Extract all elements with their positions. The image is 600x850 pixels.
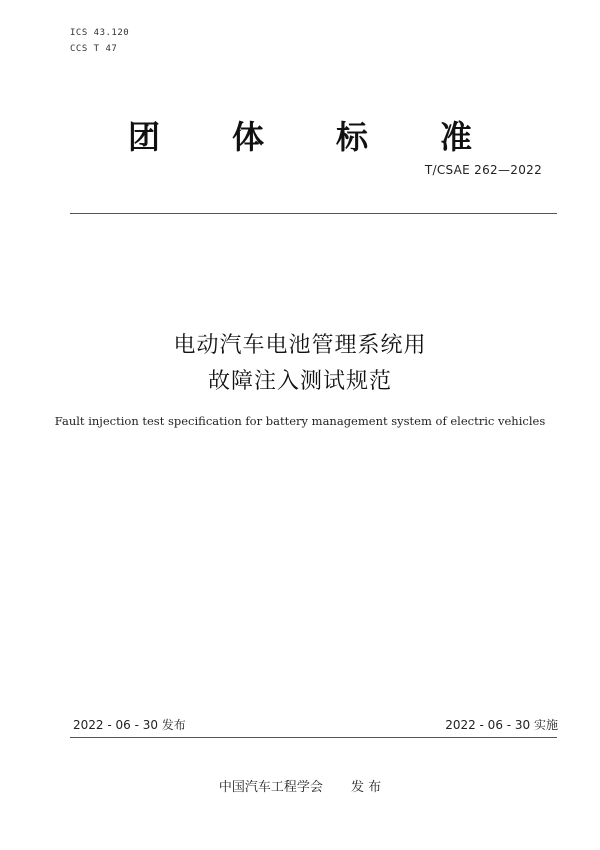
ccs-code: CCS T 47 (70, 44, 118, 54)
standard-type-heading (0, 112, 600, 158)
issue-date: 2022 - 06 - 30 发布 (73, 718, 186, 732)
standard-number: T/CSAE 262—2022 (424, 163, 542, 177)
standard-type-char-2: 体 (231, 118, 264, 156)
publisher-name: 中国汽车工程学会 (218, 780, 323, 795)
bottom-divider (70, 737, 557, 738)
title-chinese-line-1: 电动汽车电池管理系统用 (173, 333, 427, 358)
top-divider (70, 213, 557, 214)
standard-type-char-3: 标 (335, 118, 368, 156)
publisher-line (0, 776, 600, 795)
title-english: Fault injection test specification for battery management system of electric vehicles (54, 414, 546, 428)
standard-type-char-1: 团 (127, 118, 160, 156)
publish-action: 发 布 (350, 780, 382, 795)
ics-code: ICS 43.120 (70, 28, 130, 38)
title-chinese-line-2: 故障注入测试规范 (207, 369, 392, 394)
standard-type-char-4: 准 (439, 118, 472, 156)
implementation-date: 2022 - 06 - 30 实施 (445, 718, 558, 732)
